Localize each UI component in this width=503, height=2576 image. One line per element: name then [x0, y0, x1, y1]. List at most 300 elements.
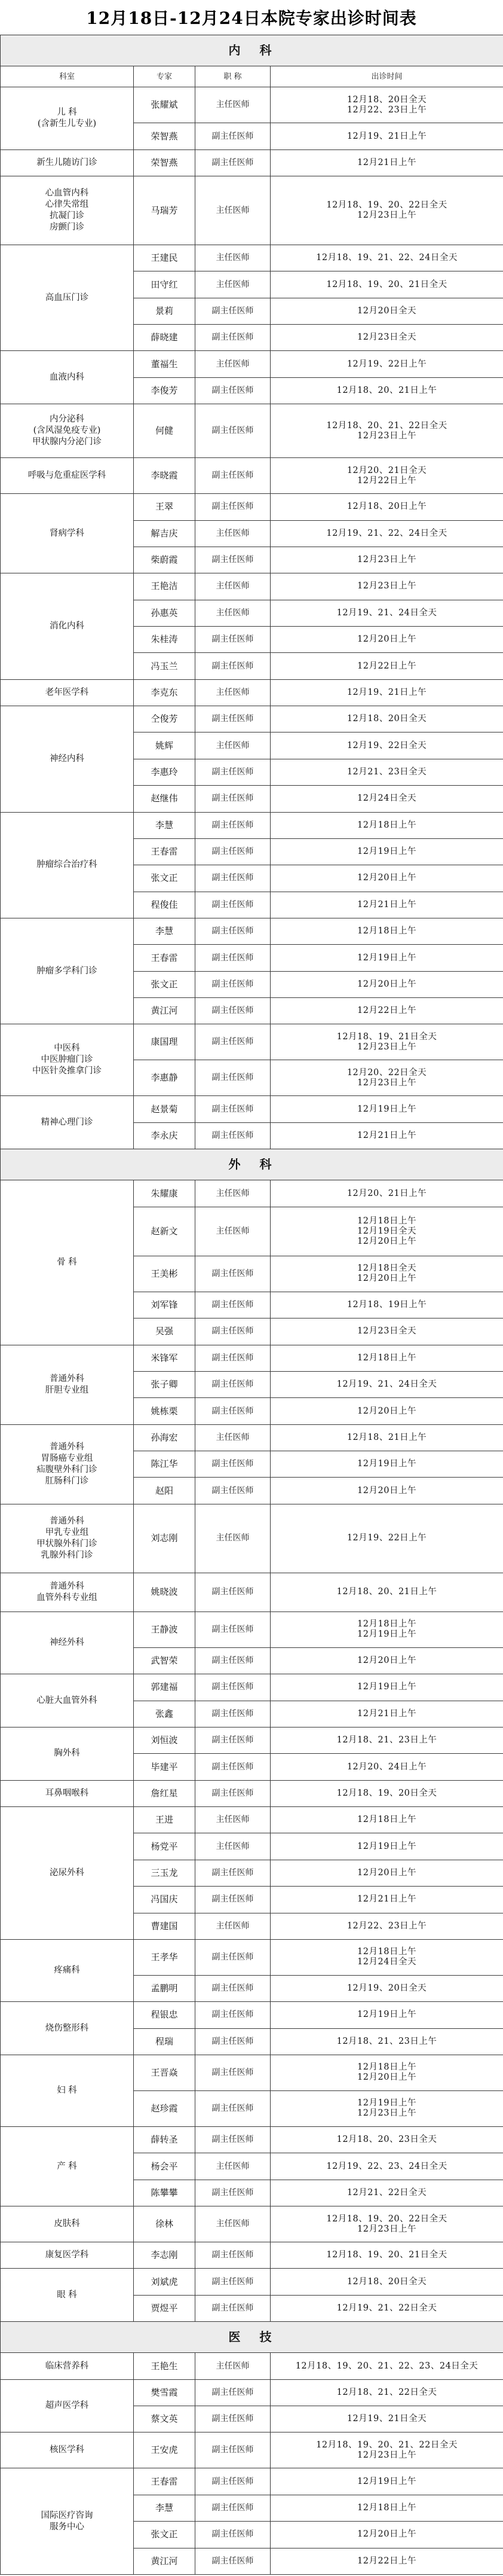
clinic-time-line: 12月19、22日上午 [346, 359, 427, 369]
doctor-name: 朱桂涛 [134, 627, 195, 653]
doctor-title: 副主任医师 [195, 865, 271, 892]
clinic-times [271, 1833, 503, 1860]
clinic-time-line: 12月20日上午 [357, 873, 416, 883]
clinic-times [271, 2055, 503, 2090]
doctor-name: 李慧 [134, 812, 195, 838]
clinic-time-line: 12月18、19、20日全天 [336, 1788, 437, 1798]
dept-cell [1, 2353, 134, 2379]
doctor-name: 赵阳 [134, 1478, 195, 1504]
clinic-time-line: 12月20日上午 [357, 979, 416, 989]
clinic-time-line: 12月23日上午 [357, 2108, 416, 2119]
doctor-title: 副主任医师 [195, 2055, 271, 2090]
clinic-time-line: 12月18、19、20、22日全天 [326, 200, 447, 210]
doctor-title: 副主任医师 [195, 1024, 271, 1060]
clinic-time-line: 12月19、22、23、24日全天 [326, 2161, 447, 2171]
doctor-name: 郭建福 [134, 1674, 195, 1701]
clinic-time-line: 12月20日上午 [357, 1274, 416, 1284]
table-row [1, 1180, 503, 1207]
clinic-times [271, 1345, 503, 1371]
table-row [1, 573, 503, 600]
clinic-time-line: 12月18日全天 [357, 1263, 416, 1274]
doctor-name: 董福生 [134, 351, 195, 377]
clinic-times [271, 2090, 503, 2126]
clinic-times [271, 573, 503, 600]
clinic-time-line: 12月22、23日上午 [346, 105, 427, 115]
doctor-name: 王春雷 [134, 838, 195, 865]
doctor-title: 副主任医师 [195, 627, 271, 653]
page-title: 12月18日-12月24日本院专家出诊时间表 [86, 8, 417, 28]
table-row [1, 2269, 503, 2295]
table-row [1, 351, 503, 377]
clinic-time-line: 12月21日上午 [357, 1894, 416, 1904]
dept-line: 烧伤整形科 [45, 2023, 89, 2033]
dept-line: (含风湿免疫专业) [33, 426, 101, 436]
clinic-times [271, 1754, 503, 1780]
doctor-name: 陈江华 [134, 1451, 195, 1478]
clinic-time-line: 12月18、20日全天 [346, 2276, 427, 2287]
dept-line: 肛肠科门诊 [45, 1476, 89, 1486]
dept-line: 心律失常组 [45, 200, 89, 210]
dept-cell [1, 2242, 134, 2269]
doctor-name: 杨党平 [134, 1833, 195, 1860]
doctor-name: 解吉庆 [134, 520, 195, 547]
dept-line: 血管外科专业组 [36, 1592, 97, 1603]
doctor-title: 主任医师 [195, 600, 271, 626]
dept-cell [1, 1180, 134, 1345]
dept-cell [1, 1727, 134, 1781]
clinic-time-line: 12月19、21、22、24日全天 [326, 528, 447, 538]
dept-cell [1, 87, 134, 149]
clinic-times [271, 653, 503, 679]
clinic-time-line: 12月19日上午 [357, 1629, 416, 1640]
clinic-time-line: 12月18、19、20、21、22、23、24日全天 [295, 2361, 479, 2371]
dept-cell [1, 2055, 134, 2126]
doctor-title: 副主任医师 [195, 706, 271, 732]
clinic-time-line: 12月19日上午 [357, 953, 416, 963]
clinic-time-line: 12月24日全天 [357, 1957, 416, 1967]
clinic-times [271, 998, 503, 1024]
dept-line: 乳腺外科门诊 [41, 1550, 93, 1560]
doctor-name: 李惠静 [134, 1060, 195, 1096]
doctor-title: 副主任医师 [195, 1647, 271, 1674]
clinic-time-line: 12月20日全天 [357, 306, 416, 316]
doctor-name: 荣智燕 [134, 123, 195, 149]
doctor-name: 王美彬 [134, 1256, 195, 1292]
clinic-time-line: 12月19、22日全天 [346, 740, 427, 750]
clinic-times [271, 87, 503, 123]
doctor-name: 三玉龙 [134, 1860, 195, 1886]
clinic-time-line: 12月18日上午 [357, 2062, 416, 2073]
table-row [1, 2002, 503, 2028]
clinic-time-line: 12月19日上午 [357, 847, 416, 857]
clinic-times [271, 245, 503, 271]
doctor-name: 薛晓建 [134, 325, 195, 351]
doctor-title: 主任医师 [195, 176, 271, 245]
clinic-times [271, 1701, 503, 1727]
dept-line: 房颤门诊 [50, 222, 84, 233]
clinic-time-line: 12月23日上午 [357, 210, 416, 221]
doctor-name: 王孝华 [134, 1939, 195, 1975]
clinic-time-line: 12月18、19、21、22、24日全天 [316, 253, 458, 263]
table-row [1, 1611, 503, 1647]
clinic-times [271, 2468, 503, 2495]
doctor-title: 副主任医师 [195, 2028, 271, 2055]
dept-line: 国际医疗咨询 [41, 2510, 93, 2520]
clinic-times [271, 2028, 503, 2055]
doctor-name: 毕建平 [134, 1754, 195, 1780]
doctor-title: 主任医师 [195, 679, 271, 706]
clinic-times [271, 1180, 503, 1207]
clinic-times [271, 404, 503, 458]
clinic-times [271, 627, 503, 653]
doctor-name: 程俊佳 [134, 892, 195, 918]
doctor-title: 主任医师 [195, 573, 271, 600]
clinic-times [271, 298, 503, 324]
clinic-time-line: 12月18日上午 [357, 820, 416, 830]
doctor-name: 黄江河 [134, 2548, 195, 2574]
clinic-times [271, 1611, 503, 1647]
doctor-title: 副主任医师 [195, 1887, 271, 1913]
clinic-times [271, 865, 503, 892]
dept-cell [1, 679, 134, 706]
clinic-time-line: 12月18日上午 [357, 2502, 416, 2513]
doctor-name: 李永庆 [134, 1122, 195, 1149]
doctor-title: 主任医师 [195, 1207, 271, 1256]
table-row [1, 245, 503, 271]
doctor-title: 副主任医师 [195, 2180, 271, 2206]
dept-line: 肝胆专业组 [45, 1385, 89, 1395]
doctor-title: 副主任医师 [195, 971, 271, 997]
clinic-time-line: 12月20日上午 [357, 1867, 416, 1878]
dept-line: 耳鼻咽喉科 [45, 1788, 89, 1798]
dept-cell [1, 1780, 134, 1806]
dept-line: 眼 科 [57, 2290, 77, 2300]
doctor-title: 主任医师 [195, 351, 271, 377]
clinic-times [271, 1292, 503, 1318]
clinic-times [271, 838, 503, 865]
dept-line: 肾病学科 [50, 528, 84, 538]
doctor-name: 赵珍霞 [134, 2090, 195, 2126]
doctor-name: 吴强 [134, 1318, 195, 1345]
doctor-name: 薛转圣 [134, 2127, 195, 2153]
clinic-time-line: 12月19日上午 [357, 2476, 416, 2486]
dept-line: 妇 科 [57, 2085, 77, 2095]
dept-cell [1, 918, 134, 1024]
doctor-title: 副主任医师 [195, 1318, 271, 1345]
clinic-time-line: 12月18日上午 [357, 1815, 416, 1825]
schedule-table [0, 35, 503, 2575]
dept-line: 心脏大血管外科 [36, 1695, 97, 1705]
header-doctor: 专家 [134, 66, 195, 87]
doctor-title: 副主任医师 [195, 547, 271, 573]
doctor-title: 副主任医师 [195, 2002, 271, 2028]
clinic-times [271, 1504, 503, 1573]
table-row [1, 812, 503, 838]
doctor-name: 程瑞 [134, 2028, 195, 2055]
doctor-title: 副主任医师 [195, 1780, 271, 1806]
clinic-times [271, 759, 503, 785]
doctor-title: 副主任医师 [195, 2295, 271, 2321]
dept-cell [1, 1807, 134, 1940]
dept-line: 中医针灸推拿门诊 [32, 1066, 102, 1076]
doctor-title: 副主任医师 [195, 1674, 271, 1701]
section-row [1, 2322, 503, 2353]
doctor-title: 副主任医师 [195, 1256, 271, 1292]
doctor-name: 王建民 [134, 245, 195, 271]
doctor-title: 副主任医师 [195, 998, 271, 1024]
clinic-time-line: 12月18、20、21、22日全天 [326, 420, 447, 431]
clinic-times [271, 732, 503, 759]
dept-line: 高血压门诊 [45, 292, 89, 303]
dept-cell [1, 2468, 134, 2574]
doctor-name: 田守红 [134, 271, 195, 298]
clinic-time-line: 12月20日上午 [357, 2073, 416, 2083]
doctor-title: 副主任医师 [195, 2269, 271, 2295]
clinic-times [271, 2406, 503, 2432]
doctor-name: 刘恒波 [134, 1727, 195, 1754]
clinic-times [271, 1372, 503, 1398]
dept-cell [1, 1345, 134, 1424]
clinic-time-line: 12月18日上午 [357, 1619, 416, 1629]
dept-cell [1, 458, 134, 494]
clinic-times [271, 2002, 503, 2028]
clinic-times [271, 706, 503, 732]
doctor-title: 副主任医师 [195, 149, 271, 176]
clinic-times [271, 149, 503, 176]
header-title: 职 称 [195, 66, 271, 87]
dept-cell [1, 351, 134, 404]
doctor-title: 副主任医师 [195, 2432, 271, 2468]
doctor-name: 冯国庆 [134, 1887, 195, 1913]
clinic-times [271, 547, 503, 573]
clinic-time-line: 12月21日上午 [357, 157, 416, 167]
doctor-name: 刘军锋 [134, 1292, 195, 1318]
clinic-time-line: 12月20、24日上午 [346, 1762, 427, 1772]
doctor-name: 孙海宏 [134, 1424, 195, 1451]
table-row [1, 176, 503, 245]
dept-line: 普通外科 [50, 1374, 84, 1384]
table-row [1, 494, 503, 520]
doctor-name: 曹建国 [134, 1913, 195, 1939]
dept-line: 普通外科 [50, 1442, 84, 1452]
dept-line: 骨 科 [57, 1258, 77, 1267]
doctor-title: 主任医师 [195, 1180, 271, 1207]
table-row [1, 458, 503, 494]
doctor-title: 副主任医师 [195, 918, 271, 944]
clinic-times [271, 377, 503, 404]
clinic-times [271, 1807, 503, 1833]
dept-line: 精神心理门诊 [41, 1117, 93, 1127]
clinic-times [271, 1424, 503, 1451]
table-row [1, 2242, 503, 2269]
dept-line: 疝腹壁外科门诊 [36, 1464, 97, 1475]
clinic-times [271, 892, 503, 918]
doctor-title: 副主任医师 [195, 653, 271, 679]
table-row [1, 1939, 503, 1975]
doctor-title: 副主任医师 [195, 759, 271, 785]
doctor-title: 副主任医师 [195, 2406, 271, 2432]
clinic-time-line: 12月23日全天 [357, 1326, 416, 1336]
doctor-name: 张文正 [134, 971, 195, 997]
doctor-name: 张文正 [134, 2522, 195, 2548]
doctor-title: 副主任医师 [195, 2548, 271, 2574]
doctor-title: 副主任医师 [195, 1398, 271, 1424]
clinic-times [271, 2180, 503, 2206]
dept-cell [1, 1504, 134, 1573]
doctor-title: 副主任医师 [195, 1701, 271, 1727]
doctor-name: 李志刚 [134, 2242, 195, 2269]
clinic-time-line: 12月18、19、20、22日全天 [326, 2214, 447, 2224]
header-dept: 科室 [1, 66, 134, 87]
clinic-times [271, 812, 503, 838]
doctor-title: 主任医师 [195, 271, 271, 298]
clinic-time-line: 12月18、20、21日上午 [336, 385, 437, 395]
doctor-title: 副主任医师 [195, 2522, 271, 2548]
clinic-times [271, 600, 503, 626]
clinic-times [271, 786, 503, 812]
doctor-title: 主任医师 [195, 2206, 271, 2242]
doctor-name: 孟鹏明 [134, 1975, 195, 2001]
doctor-title: 副主任医师 [195, 838, 271, 865]
dept-line: 神经外科 [50, 1638, 84, 1648]
clinic-time-line: 12月18、21、23日上午 [336, 1735, 437, 1745]
doctor-name: 马瑞芳 [134, 176, 195, 245]
clinic-time-line: 12月21、23日全天 [346, 767, 427, 777]
doctor-title: 副主任医师 [195, 1727, 271, 1754]
clinic-times [271, 1451, 503, 1478]
clinic-time-line: 12月19、21、24日全天 [336, 608, 437, 618]
dept-line: 服务中心 [50, 2522, 84, 2532]
doctor-name: 王春雷 [134, 2468, 195, 2495]
doctor-title: 主任医师 [195, 1504, 271, 1573]
doctor-name: 康国理 [134, 1024, 195, 1060]
clinic-time-line: 12月22日上午 [357, 475, 416, 486]
clinic-time-line: 12月20、21日上午 [346, 1188, 427, 1198]
doctor-title: 副主任医师 [195, 1478, 271, 1504]
dept-line: 泌尿外科 [50, 1867, 84, 1878]
doctor-title: 副主任医师 [195, 2468, 271, 2495]
clinic-time-line: 12月20日上午 [357, 1485, 416, 1495]
doctor-title: 主任医师 [195, 2353, 271, 2379]
doctor-title: 副主任医师 [195, 1754, 271, 1780]
doctor-name: 朱耀康 [134, 1180, 195, 1207]
doctor-title: 主任医师 [195, 1424, 271, 1451]
doctor-title: 主任医师 [195, 245, 271, 271]
section-title: 外 科 [1, 1149, 503, 1180]
table-row [1, 2127, 503, 2153]
clinic-time-line: 12月23日上午 [357, 431, 416, 441]
schedule-body [1, 35, 503, 2575]
doctor-name: 贾煜平 [134, 2295, 195, 2321]
clinic-time-line: 12月18、20、23日全天 [336, 2135, 437, 2145]
table-row [1, 2468, 503, 2495]
doctor-name: 刘斌虎 [134, 2269, 195, 2295]
clinic-time-line: 12月18、21、22日全天 [336, 2387, 437, 2397]
section-title: 医 技 [1, 2322, 503, 2353]
clinic-times [271, 1060, 503, 1096]
doctor-name: 冯玉兰 [134, 653, 195, 679]
clinic-time-line: 12月23日上午 [357, 2224, 416, 2234]
clinic-times [271, 325, 503, 351]
doctor-name: 姚晓波 [134, 1573, 195, 1611]
dept-cell [1, 2002, 134, 2055]
section-row [1, 35, 503, 66]
doctor-title: 副主任医师 [195, 1860, 271, 1886]
dept-cell [1, 1424, 134, 1504]
table-row [1, 2379, 503, 2406]
clinic-times [271, 2269, 503, 2295]
dept-line: 神经内科 [50, 753, 84, 764]
clinic-times [271, 1887, 503, 1913]
dept-cell [1, 1611, 134, 1674]
clinic-time-line: 12月18日上午 [357, 1216, 416, 1226]
clinic-time-line: 12月19、21日上午 [346, 131, 427, 141]
doctor-title: 副主任医师 [195, 1573, 271, 1611]
dept-line: 产 科 [57, 2161, 77, 2171]
clinic-time-line: 12月22日上午 [357, 661, 416, 671]
doctor-name: 王翠 [134, 494, 195, 520]
clinic-times [271, 2127, 503, 2153]
doctor-title: 主任医师 [195, 520, 271, 547]
clinic-time-line: 12月19、20日全天 [346, 1983, 427, 1994]
clinic-time-line: 12月20日上午 [357, 634, 416, 645]
clinic-times [271, 1398, 503, 1424]
clinic-time-line: 12月18、20日上午 [346, 502, 427, 512]
dept-line: 新生儿随访门诊 [36, 157, 97, 167]
clinic-times [271, 2495, 503, 2521]
doctor-name: 王晋焱 [134, 2055, 195, 2090]
dept-line: (含新生儿专业) [37, 119, 97, 129]
doctor-title: 副主任医师 [195, 2379, 271, 2406]
dept-cell [1, 1096, 134, 1149]
clinic-time-line: 12月18、21日上午 [346, 1432, 427, 1442]
clinic-times [271, 1647, 503, 1674]
dept-cell [1, 1939, 134, 2001]
dept-line: 皮肤科 [54, 2219, 80, 2229]
dept-line: 消化内科 [50, 621, 84, 631]
clinic-times [271, 2242, 503, 2269]
table-row [1, 1504, 503, 1573]
clinic-times [271, 1860, 503, 1886]
table-row [1, 1096, 503, 1122]
clinic-time-line: 12月22、23日上午 [346, 1921, 427, 1931]
doctor-name: 景莉 [134, 298, 195, 324]
table-row [1, 706, 503, 732]
doctor-name: 王安虎 [134, 2432, 195, 2468]
clinic-time-line: 12月18、19、20、21日全天 [326, 2250, 447, 2260]
header-times: 出诊时间 [271, 66, 503, 87]
table-row [1, 2432, 503, 2468]
doctor-title: 主任医师 [195, 1833, 271, 1860]
clinic-time-line: 12月23日上午 [357, 581, 416, 591]
table-row [1, 2055, 503, 2090]
doctor-title: 副主任医师 [195, 1975, 271, 2001]
clinic-time-line: 12月19日上午 [357, 2010, 416, 2020]
clinic-times [271, 2379, 503, 2406]
doctor-name: 荣智燕 [134, 149, 195, 176]
dept-line: 老年医学科 [45, 687, 89, 697]
doctor-title: 副主任医师 [195, 1451, 271, 1478]
doctor-name: 李晓霞 [134, 458, 195, 494]
dept-cell [1, 2379, 134, 2432]
clinic-time-line: 12月23日上午 [357, 1042, 416, 1052]
doctor-name: 姚辉 [134, 732, 195, 759]
doctor-name: 黄江河 [134, 998, 195, 1024]
dept-line: 超声医学科 [45, 2401, 89, 2411]
clinic-times [271, 945, 503, 971]
dept-line: 胃肠癌专业组 [41, 1453, 93, 1463]
clinic-times [271, 123, 503, 149]
